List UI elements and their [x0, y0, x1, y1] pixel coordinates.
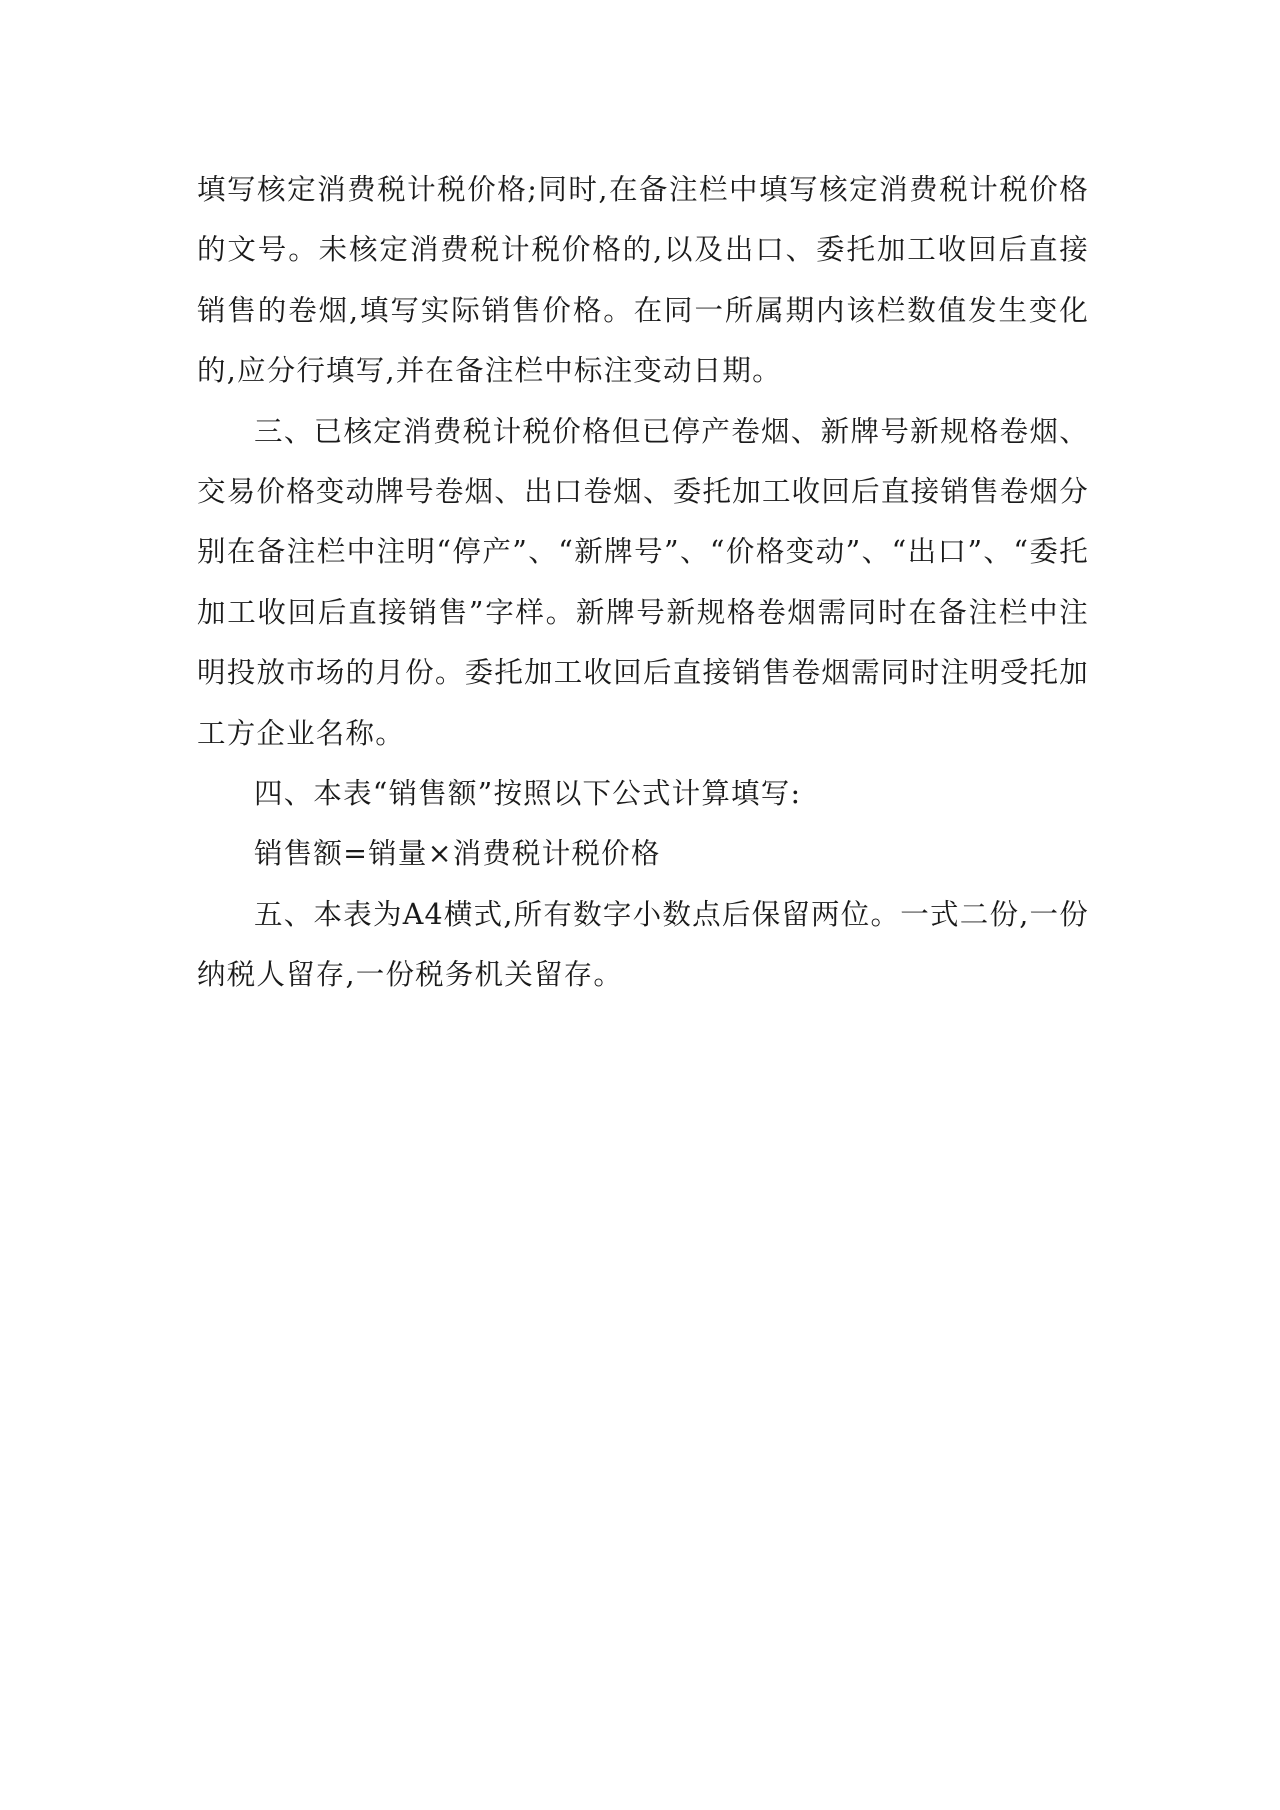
- paragraph-item-4: 四、本表“销售额”按照以下公式计算填写:: [254, 777, 802, 811]
- formula-line: 销售额=销量×消费税计税价格: [254, 837, 661, 871]
- paragraph-item-5: 五、本表为A4横式,所有数字小数点后保留两位。一式二份,一份纳税人留存,一份税务机关留存。: [197, 897, 1089, 992]
- paragraph-continuation: 填写核定消费税计税价格;同时,在备注栏中填写核定消费税计税价格的文号。未核定消费税计税价格的,以及出口、委托加工收回后直接销售的卷烟,填写实际销售价格。在同一所属期内该栏数值发生变化的,应分行填写,并在备注栏中标注变动日期。: [197, 173, 1089, 388]
- paragraph-item-3: 三、已核定消费税计税价格但已停产卷烟、新牌号新规格卷烟、交易价格变动牌号卷烟、出口卷烟、委托加工收回后直接销售卷烟分别在备注栏中注明“停产”、“新牌号”、“价格变动”、“出口”、“委托加工收回后直接销售”字样。新牌号新规格卷烟需同时在备注栏中注明投放市场的月份。委托加工收回后直接销售卷烟需同时注明受托加工方企业名称。: [197, 414, 1089, 750]
- document-body: [197, 160, 1089, 1006]
